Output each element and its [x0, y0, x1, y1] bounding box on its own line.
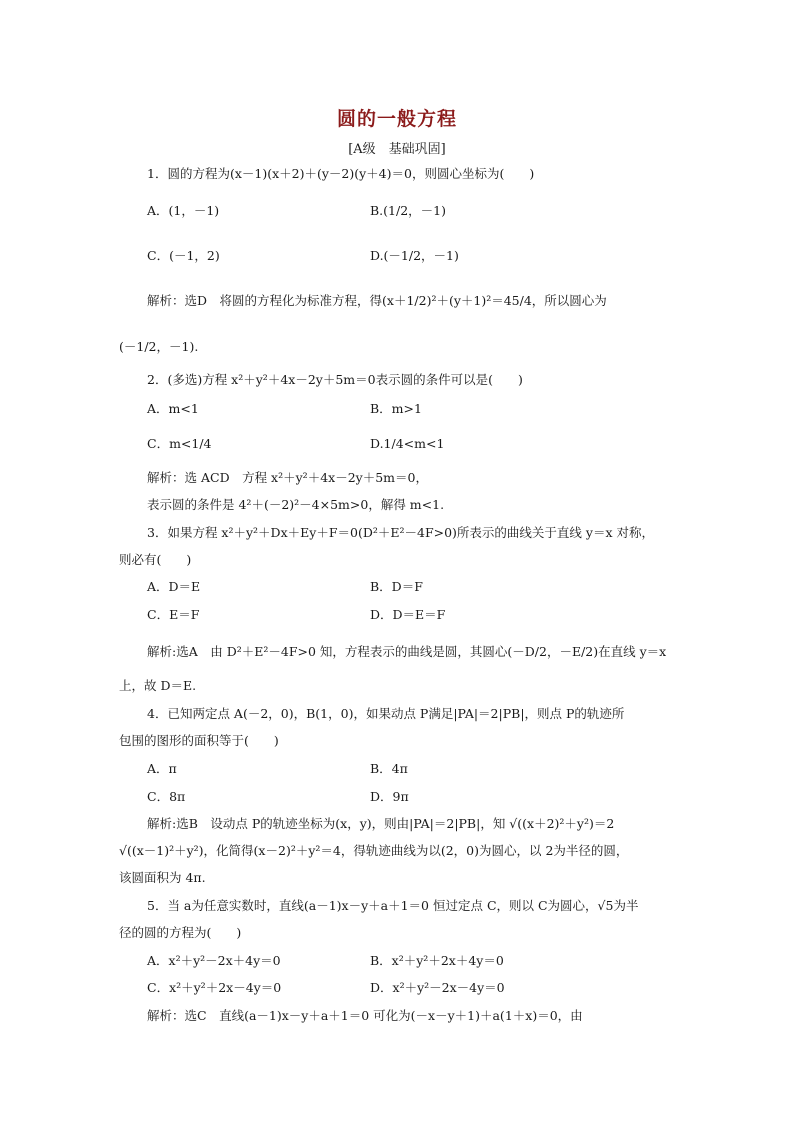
q4-solution-line3: 该圆面积为 4π. — [119, 870, 206, 885]
q4-option-b: B．4π — [370, 761, 408, 776]
q5-option-d: D．x²＋y²－2x－4y＝0 — [370, 980, 505, 995]
q1-solution-line1: 解析：选D 将圆的方程化为标准方程，得(x＋1/2)²＋(y＋1)²＝45/4，所以圆心为 — [147, 293, 607, 308]
q3-option-d: D．D＝E＝F — [370, 607, 446, 622]
q2-solution-line2: 表示圆的条件是 4²＋(－2)²－4×5m>0，解得 m<1. — [147, 497, 445, 512]
q4-option-a: A．π — [147, 761, 177, 776]
q5-option-a: A．x²＋y²－2x＋4y＝0 — [147, 953, 281, 968]
q2-option-c: C．m<1/4 — [147, 436, 212, 451]
q5-stem-line1: 5．当 a为任意实数时，直线(a－1)x－y＋a＋1＝0 恒过定点 C，则以 C为圆心，√5为半 — [147, 898, 639, 913]
page-title: 圆的一般方程 — [336, 108, 457, 130]
q5-option-c: C．x²＋y²＋2x－4y＝0 — [147, 980, 282, 995]
q4-solution-line1: 解析:选B 设动点 P的轨迹坐标为(x，y)，则由|PA|＝2|PB|，知 √((x＋2)²＋y²)＝2 — [147, 816, 615, 831]
q4-solution-line2: √((x－1)²＋y²)，化简得(x－2)²＋y²＝4，得轨迹曲线为以(2，0)为圆心，以 2为半径的圆， — [119, 843, 629, 858]
q3-option-c: C．E＝F — [147, 607, 200, 622]
q3-option-a: A．D＝E — [147, 579, 201, 594]
section-subtitle: [A级 基础巩固] — [348, 142, 446, 157]
q4-stem-line1: 4．已知两定点 A(－2，0)，B(1，0)，如果动点 P满足|PA|＝2|PB|，则点 P的轨迹所 — [147, 706, 625, 721]
q4-option-c: C．8π — [147, 789, 186, 804]
q3-stem-line1: 3．如果方程 x²＋y²＋Dx＋Ey＋F＝0(D²＋E²－4F>0)所表示的曲线关于直线 y＝x 对称， — [147, 525, 654, 540]
q2-option-b: B．m>1 — [370, 401, 422, 416]
q3-stem-line2: 则必有( ) — [119, 552, 192, 567]
q5-solution-line1: 解析：选C 直线(a－1)x－y＋a＋1＝0 可化为(－x－y＋1)＋a(1＋x)＝0，由 — [147, 1008, 583, 1023]
q1-option-c: C．(－1，2) — [147, 248, 220, 263]
q1-option-b: B.(1/2，－1) — [370, 203, 446, 218]
q4-option-d: D．9π — [370, 789, 409, 804]
q1-solution-line2: (－1/2，－1). — [119, 339, 199, 354]
q2-stem: 2．(多选)方程 x²＋y²＋4x－2y＋5m＝0表示圆的条件可以是( ) — [147, 372, 523, 387]
q3-solution-line2: 上，故 D＝E. — [119, 678, 197, 693]
q2-option-d: D.1/4<m<1 — [370, 436, 445, 451]
q4-stem-line2: 包围的图形的面积等于( ) — [119, 733, 279, 748]
q2-option-a: A．m<1 — [147, 401, 199, 416]
q1-stem: 1．圆的方程为(x－1)(x＋2)＋(y－2)(y＋4)＝0，则圆心坐标为( ) — [147, 166, 535, 181]
q2-solution-line1: 解析：选 ACD 方程 x²＋y²＋4x－2y＋5m＝0， — [147, 470, 428, 485]
q3-solution-line1: 解析:选A 由 D²＋E²－4F>0 知，方程表示的曲线是圆，其圆心(－D/2，－E/2)在直线 y＝x — [147, 644, 667, 659]
q1-option-d: D.(－1/2，－1) — [370, 248, 459, 263]
q5-option-b: B．x²＋y²＋2x＋4y＝0 — [370, 953, 504, 968]
q3-option-b: B．D＝F — [370, 579, 423, 594]
q1-option-a: A．(1，－1) — [147, 203, 220, 218]
q5-stem-line2: 径的圆的方程为( ) — [119, 925, 242, 940]
